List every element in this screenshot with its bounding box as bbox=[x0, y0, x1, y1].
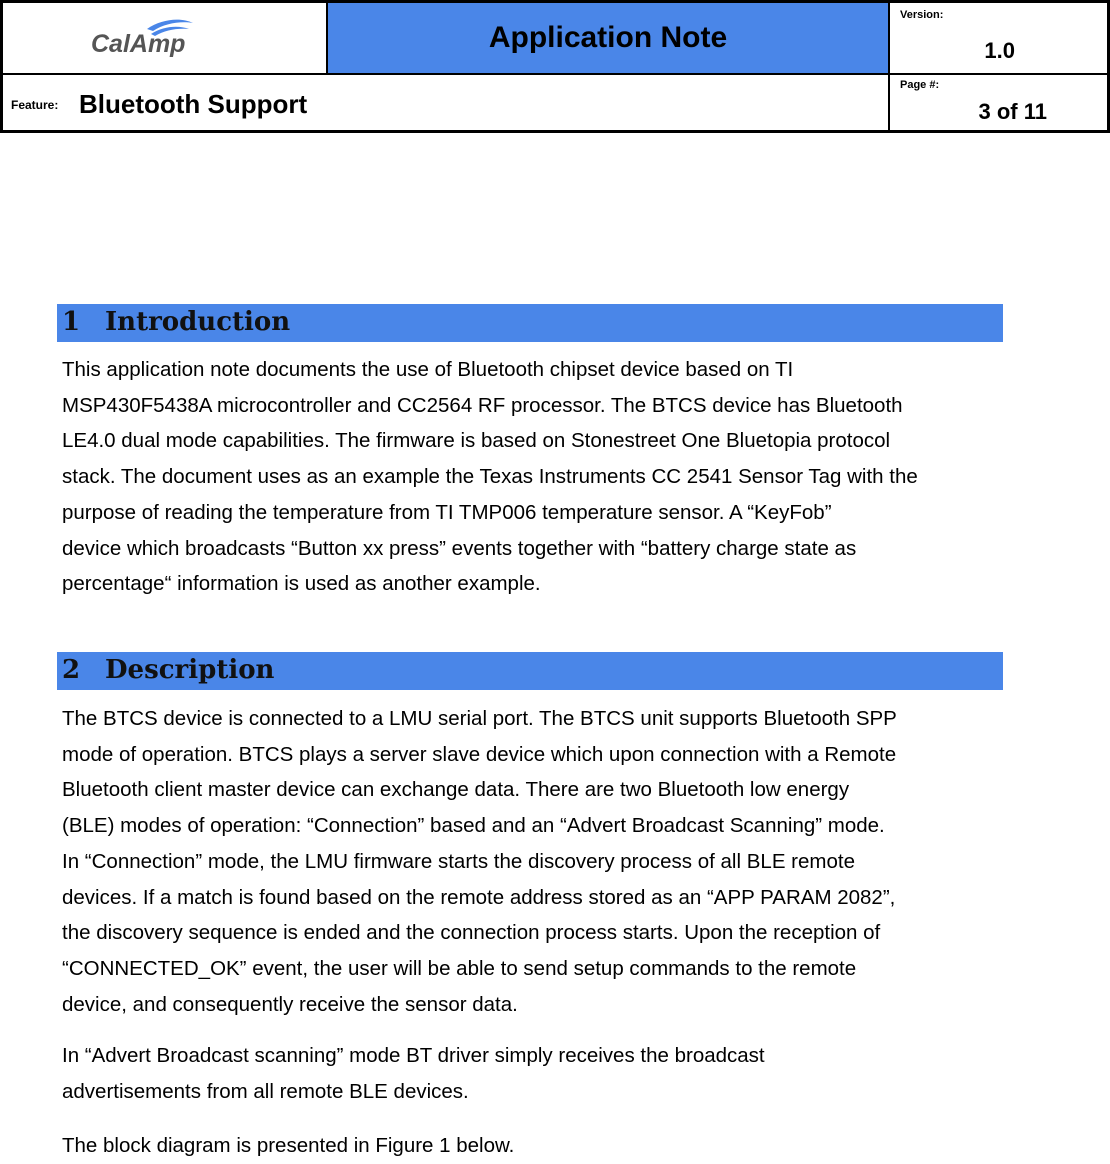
section-number: 1 bbox=[62, 307, 81, 337]
section-heading-introduction bbox=[57, 304, 1003, 342]
section-number: 2 bbox=[62, 655, 81, 685]
logo-text: CalAmp bbox=[91, 30, 186, 58]
section-title: Introduction bbox=[105, 307, 291, 337]
page-cell bbox=[890, 75, 1107, 130]
feature-label: Feature: bbox=[11, 98, 59, 112]
text-line: stack. The document uses as an example the Texas Instruments CC 2541 Sensor Tag with the bbox=[62, 465, 918, 489]
text-line: In “Advert Broadcast scanning” mode BT driver simply receives the broadcast bbox=[62, 1044, 765, 1067]
document-header bbox=[0, 0, 1110, 133]
text-line: devices. If a match is found based on the remote address stored as an “APP PARAM 2082”, bbox=[62, 885, 896, 909]
page-number: 3 of 11 bbox=[978, 99, 1047, 124]
text-line: “CONNECTED_OK” event, the user will be able to send setup commands to the remote bbox=[62, 956, 857, 980]
text-line: device which broadcasts “Button xx press” events together with “battery charge state as bbox=[62, 536, 857, 560]
text-line: LE4.0 dual mode capabilities. The firmware is based on Stonestreet One Bluetopia protocol bbox=[62, 429, 891, 453]
text-line: the discovery sequence is ended and the connection process starts. Upon the reception of bbox=[62, 921, 881, 945]
text-line: advertisements from all remote BLE devices. bbox=[62, 1079, 469, 1103]
version-value: 1.0 bbox=[984, 38, 1015, 63]
text-line: (BLE) modes of operation: “Connection” based and an “Advert Broadcast Scanning” mode. bbox=[62, 814, 885, 838]
feature-cell bbox=[3, 75, 890, 130]
text-line: MSP430F5438A microcontroller and CC2564 RF processor. The BTCS device has Bluetooth bbox=[62, 393, 903, 417]
description-paragraph bbox=[62, 701, 1012, 1022]
page-label: Page #: bbox=[900, 79, 940, 91]
text-line: This application note documents the use of Bluetooth chipset device based on TI bbox=[62, 358, 794, 381]
version-cell bbox=[890, 3, 1107, 75]
logo-cell bbox=[3, 3, 328, 75]
calamp-logo bbox=[89, 17, 243, 59]
doc-title-cell bbox=[328, 3, 890, 75]
text-line: The block diagram is presented in Figure 1 below. bbox=[62, 1134, 515, 1157]
text-line: Bluetooth client master device can exchange data. There are two Bluetooth low energy bbox=[62, 778, 850, 802]
text-line: percentage“ information is used as another example. bbox=[62, 572, 541, 596]
diagram-paragraph bbox=[62, 1128, 1012, 1164]
advert-paragraph bbox=[62, 1038, 1012, 1109]
text-line: The BTCS device is connected to a LMU serial port. The BTCS unit supports Bluetooth SPP bbox=[62, 707, 897, 730]
version-label: Version: bbox=[900, 9, 944, 21]
section-heading-description bbox=[57, 652, 1003, 690]
feature-value: Bluetooth Support bbox=[79, 89, 308, 119]
intro-paragraph bbox=[62, 352, 1012, 602]
section-title: Description bbox=[105, 655, 275, 685]
text-line: purpose of reading the temperature from TI TMP006 temperature sensor. A “KeyFob” bbox=[62, 500, 832, 524]
text-line: In “Connection” mode, the LMU firmware starts the discovery process of all BLE remote bbox=[62, 849, 855, 873]
text-line: mode of operation. BTCS plays a server slave device which upon connection with a Remote bbox=[62, 742, 897, 766]
doc-title: Application Note bbox=[488, 21, 728, 54]
text-line: device, and consequently receive the sensor data. bbox=[62, 992, 518, 1016]
